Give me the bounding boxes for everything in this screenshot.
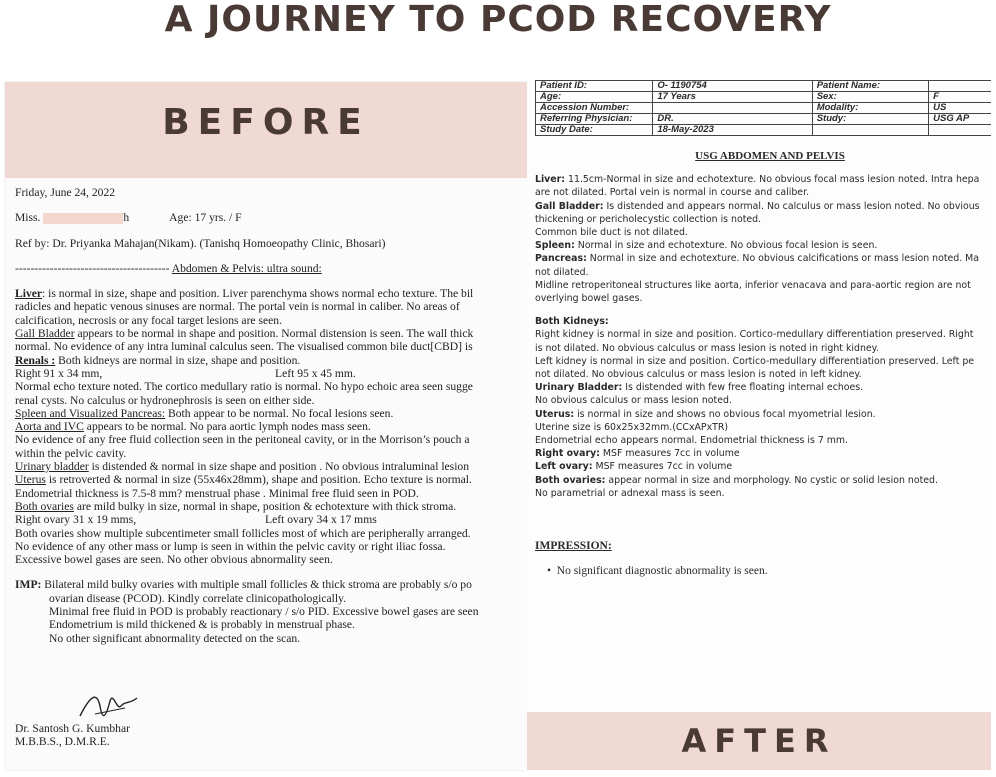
ovaries-text-1: are mild bulky in size, normal in shape, position & echotexture with thick stroma. [73,499,457,513]
section-header [15,262,527,275]
impression-item: • No significant diagnostic abnormality is seen. [547,565,768,578]
fluid-line-2: within the pelvic cavity. [15,446,127,460]
doctor-name: Dr. Santosh G. Kumbhar [15,722,130,735]
renals-line-1 [15,354,527,367]
bowel-line: Excessive bowel gases are seen. No other obvious abnormality seen. [15,553,333,567]
renals-right: Right 91 x 34 mm, [15,366,103,380]
finding-text: are not dilated. Portal vein is normal in course and caliber. [535,187,810,199]
liver-line-1 [15,287,527,300]
kidneys-title: Both Kidneys: [535,316,609,328]
finding-text: appear normal in size and morphology. No cystic or solid lesion noted. [605,474,938,486]
finding-label: Left ovary: [535,461,593,473]
patient-age: Age: 17 yrs. / F [169,211,242,225]
patient-info-row [536,92,992,103]
imp-line-5: No other significant abnormality detected on the scan. [49,631,301,645]
patient-info-cell: 17 Years [653,92,812,103]
liver-text-1: : is normal in size, shape and position. Liver parenchyma shows normal echo texture. The bil [42,287,474,301]
aorta-line [15,420,527,433]
finding-line [535,460,991,473]
after-banner: AFTER [527,712,991,770]
patient-suffix: h [123,211,130,225]
gb-line-2: normal. No evidence of any intra luminal calculus seen. The visualised common bile duct[CBD] is [15,340,473,354]
patient-info-row [536,114,992,125]
impression-label: IMPRESSION: [535,540,612,553]
renals-text-1: Both kidneys are normal in size, shape and position. [55,353,301,367]
patient-info-cell: O- 1190754 [653,81,812,92]
finding-line [535,368,991,381]
mass-line: No evidence of any other mass or lump is seen in within the pelvic cavity or right iliac fossa. [15,539,446,553]
fluid-line-1: No evidence of any free fluid collection seen in the peritoneal cavity, or in the Morrison’s pouch a [15,433,470,447]
spleen-line [15,407,527,420]
finding-line [535,292,991,305]
doctor-block [15,722,527,749]
finding-line [535,239,991,252]
finding-text: thickening or pericholecystic collection is noted. [535,213,762,225]
endo-line: Endometrial thickness is 7.5-8 mm? menstrual phase . Minimal free fluid seen in POD. [15,486,419,500]
report-date: Friday, June 24, 2022 [15,186,116,199]
referral-line: Ref by: Dr. Priyanka Mahajan(Nikam). (Tanishq Homoeopathy Clinic, Bhosari) [15,236,386,250]
after-findings-2 [535,328,991,500]
finding-text: MSF measures 7cc in volume [599,448,740,460]
gb-text-1: appears to be normal in shape and position. Normal distension is seen. The wall thick [74,327,474,341]
patient-info-cell: Accession Number: [536,103,653,114]
patient-info-cell: Modality: [812,103,928,114]
ovaries-label: Both ovaries [15,499,74,513]
before-report [5,82,527,770]
before-banner: BEFORE [5,82,527,178]
section-title: Abdomen & Pelvis: ultra sound: [171,261,322,275]
patient-info-cell: Patient ID: [536,81,653,92]
aorta-label: Aorta and IVC [15,420,84,434]
patient-info-cell: USG AP [929,114,991,125]
patient-info-cell: DR. [653,114,812,125]
page-headline: A JOURNEY TO PCOD RECOVERY [164,0,832,40]
liver-line-2: radicles and hepatic venous sinuses are normal. The portal vein is normal in caliber. No areas of [15,300,460,314]
finding-text: Is distended with few free floating internal echoes. [622,382,864,394]
finding-line [535,200,991,213]
patient-info-cell [653,103,812,114]
redacted-name [43,213,123,224]
renals-left: Left 95 x 45 mm. [275,366,356,380]
ub-line [15,460,527,473]
finding-text: not dilated. [535,266,589,278]
patient-info-table [535,80,991,136]
finding-text: MSF measures 7cc in volume [592,461,733,473]
patient-info-cell [929,125,991,136]
renals-label: Renals : [15,353,56,367]
uterus-label: Uterus [15,473,46,487]
patient-info-cell: Study: [812,114,928,125]
before-report-body [15,186,527,645]
finding-line [535,186,991,199]
finding-line [535,474,991,487]
finding-line [535,266,991,279]
finding-text: No obvious calculus or mass lesion noted. [535,395,732,407]
imp-line-3: Minimal free fluid in POD is probably reactionary / s/o PID. Excessive bowel gases are seen [49,605,479,619]
patient-line [15,211,527,224]
finding-label: Right ovary: [535,448,600,460]
after-title: USG ABDOMEN AND PELVIS [695,150,845,162]
finding-text: 11.5cm-Normal in size and echotexture. No obvious focal mass lesion noted. Intra hepa [565,174,980,186]
section-dashes: ---------------------------------------- [15,261,170,275]
spleen-text: Both appear to be normal. No focal lesions seen. [165,406,394,420]
finding-line [535,173,991,186]
impression-text: No significant diagnostic abnormality is seen. [556,565,768,578]
imp-line-2: ovarian disease (PCOD). Kindly correlate clinicopathologically. [49,591,347,605]
finding-text: Is distended and appears normal. No calculus or mass lesion noted. No obvious [603,200,980,212]
ovaries-line-1 [15,500,527,513]
finding-line [535,355,991,368]
imp-label: IMP: [15,578,42,592]
renals-line-3: renal cysts. No calculus or hydronephrosis is seen on either side. [15,393,315,407]
finding-text: Right kidney is normal in size and position. Cortico-medullary differentiation preserved. Right [535,329,974,341]
spleen-label: Spleen and Visualized Pancreas: [15,406,166,420]
imp-line-4: Endometrium is mild thickened & is probably in menstrual phase. [49,618,355,632]
ovary-left: Left ovary 34 x 17 mms [265,513,377,527]
patient-info-row [536,81,992,92]
ub-text: is distended & normal in size shape and position . No obvious intraluminal lesion [88,460,470,474]
finding-label: Both ovaries: [535,474,606,486]
finding-text: not dilated. No obvious calculus or mass lesion is noted in left kidney. [535,369,862,381]
patient-info-cell: Patient Name: [812,81,928,92]
finding-text: Normal in size and echotexture. No obvious calcifications or mass lesion noted. Ma [586,253,980,265]
ovary-sizes [15,513,527,526]
finding-line [535,434,991,447]
patient-info-cell: F [929,92,991,103]
imp-text-1: Bilateral mild bulky ovaries with multiple small follicles & thick stroma are probably s/o po [41,578,472,592]
after-report-body [535,80,991,578]
ovaries-line-2: Both ovaries show multiple subcentimeter small follicles most of which are peripherally arranged. [15,526,471,540]
finding-label: Urinary Bladder: [535,382,623,394]
liver-label: Liver [15,287,43,301]
finding-line [535,408,991,421]
finding-text: Common bile duct is not dilated. [535,227,688,239]
finding-line [535,487,991,500]
finding-line [535,226,991,239]
ovary-right: Right ovary 31 x 19 mms, [15,513,137,527]
finding-line [535,328,991,341]
uterus-text: is retroverted & normal in size (55x46x28mm), shape and position. Echo texture is normal. [45,473,472,487]
finding-text: is normal in size and shows no obvious focal myometrial lesion. [574,408,876,420]
renals-sizes [15,367,527,380]
after-report [527,80,991,770]
after-findings-1 [535,173,991,305]
finding-text: is not dilated. No obvious calculus or mass lesion is noted in right kidney. [535,342,879,354]
finding-text: Left kidney is normal in size and position. Cortico-medullary differentiation preserved. Left pe [535,355,975,367]
finding-line [535,213,991,226]
doctor-degree: M.B.B.S., D.M.R.E. [15,735,110,749]
gb-line-1 [15,327,527,340]
patient-info-cell [812,125,928,136]
renals-line-2: Normal echo texture noted. The cortico medullary ratio is normal. No hypo echoic area seen sugge [15,380,473,394]
uterus-line [15,473,527,486]
finding-label: Liver: [535,174,566,186]
finding-text: Endometrial echo appears normal. Endometrial thickness is 7 mm. [535,435,849,447]
finding-line [535,279,991,292]
patient-info-cell: Study Date: [536,125,653,136]
finding-line [535,252,991,265]
patient-info-cell: 18-May-2023 [653,125,812,136]
finding-label: Spleen: [535,240,575,252]
finding-label: Pancreas: [535,253,587,265]
finding-text: Midline retroperitoneal structures like aorta, inferior venacava and para-aortic region are not [535,279,971,291]
finding-label: Gall Bladder: [535,200,604,212]
patient-info-cell: Referring Physician: [536,114,653,125]
finding-text: No parametrial or adnexal mass is seen. [535,487,725,499]
finding-line [535,342,991,355]
ub-label: Urinary bladder [15,460,89,474]
finding-line [535,447,991,460]
finding-line [535,394,991,407]
aorta-text: appears to be normal. No para aortic lymph nodes mass seen. [83,420,371,434]
finding-text: Normal in size and echotexture. No obvious focal lesion is seen. [574,240,878,252]
patient-info-cell: US [929,103,991,114]
imp-line-1 [15,578,527,591]
liver-line-3: calcification, necrosis or any focal target lesions are seen. [15,313,282,327]
patient-info-cell: Age: [536,92,653,103]
signature-icon [75,686,145,726]
finding-text: overlying bowel gases. [535,293,643,305]
patient-info-cell [929,81,991,92]
gb-label: Gall Bladder [15,327,75,341]
finding-label: Uterus: [535,408,575,420]
finding-line [535,381,991,394]
patient-info-cell: Sex: [812,92,928,103]
finding-text: Uterine size is 60x25x32mm.(CCxAPxTR) [535,421,729,433]
patient-info-row [536,125,992,136]
patient-prefix: Miss. [15,211,41,225]
patient-info-row [536,103,992,114]
finding-line [535,421,991,434]
